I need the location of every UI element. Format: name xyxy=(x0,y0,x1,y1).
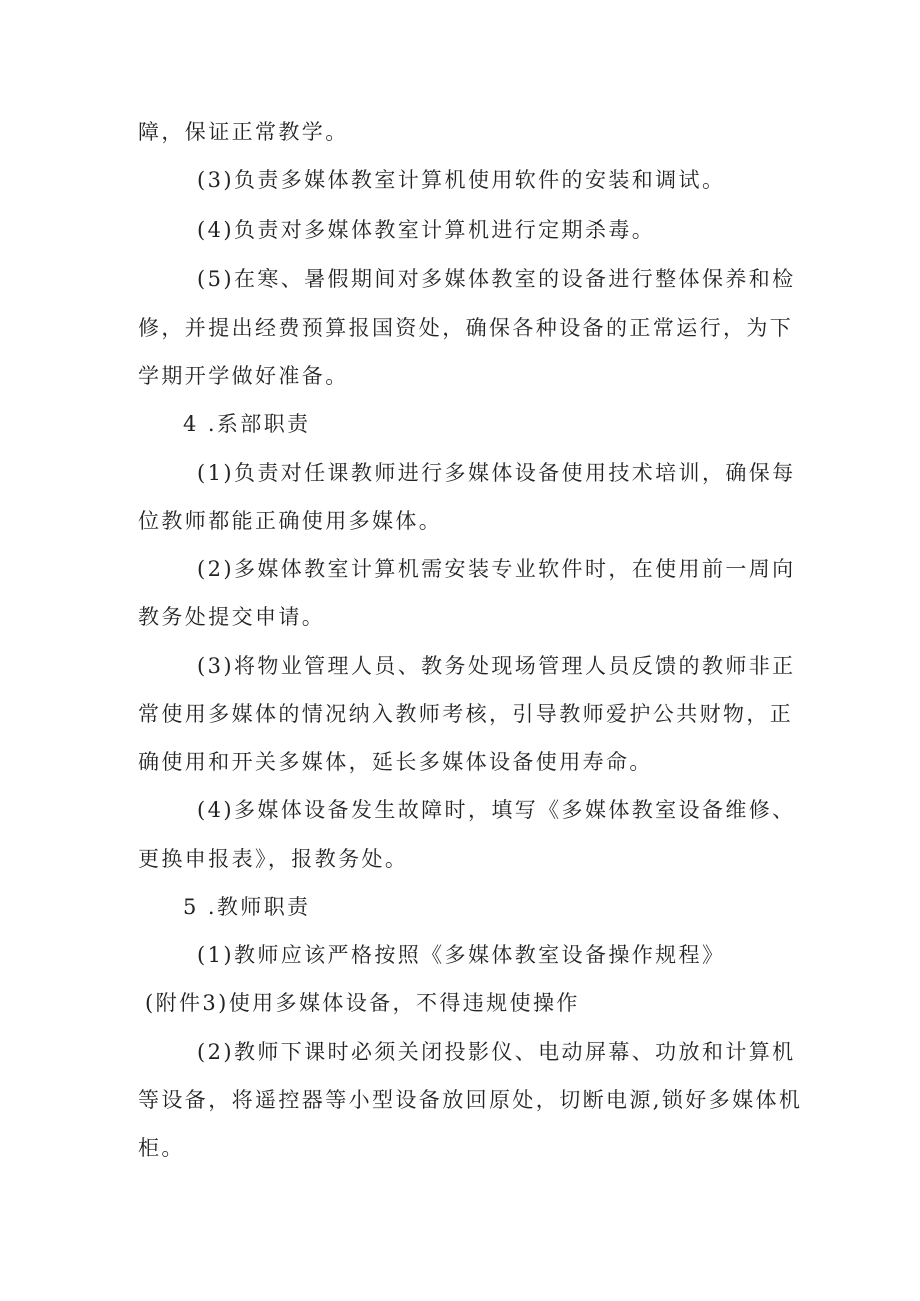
text-line: 更换申报表》，报教务处。 xyxy=(138,847,409,871)
text-line: 学期开学做好准备。 xyxy=(138,364,349,388)
text-line-item-4: (4)负责对多媒体教室计算机进行定期杀毒。 xyxy=(197,218,656,242)
text-line-item-1: (1)教师应该严格按照《多媒体教室设备操作规程》 xyxy=(197,943,726,967)
text-line-item-3: (3)负责多媒体教室计算机使用软件的安装和调试。 xyxy=(197,168,726,192)
text-line: 位教师都能正确使用多媒体。 xyxy=(138,509,443,533)
text-line-continuation: 障，保证正常教学。 xyxy=(138,120,349,144)
text-line-item-5: (5)在寒、暑假期间对多媒体教室的设备进行整体保养和检 xyxy=(197,267,796,291)
text-line-item-1: (1)负责对任课教师进行多媒体设备使用技术培训，确保每 xyxy=(197,461,796,485)
text-line-item-3: (3)将物业管理人员、教务处现场管理人员反馈的教师非正 xyxy=(197,654,796,678)
text-line-item-2: (2)教师下课时必须关闭投影仪、电动屏幕、功放和计算机 xyxy=(197,1040,796,1064)
text-line: 确使用和开关多媒体，延长多媒体设备使用寿命。 xyxy=(138,750,653,774)
section-heading-4: 4 .系部职责 xyxy=(183,412,311,436)
section-heading-5: 5 .教师职责 xyxy=(183,895,311,919)
text-line: 修，并提出经费预算报国资处，确保各种设备的正常运行，为下 xyxy=(138,316,794,340)
text-line: 柜。 xyxy=(138,1136,185,1160)
text-line-item-2: (2)多媒体教室计算机需安装专业软件时，在使用前一周向 xyxy=(197,557,796,581)
text-line: 教务处提交申请。 xyxy=(138,605,326,629)
text-line: (附件3)使用多媒体设备，不得违规使操作 xyxy=(145,991,580,1015)
text-line-item-4: (4)多媒体设备发生故障时，填写《多媒体教室设备维修、 xyxy=(197,798,796,822)
text-line: 常使用多媒体的情况纳入教师考核，引导教师爱护公共财物，正 xyxy=(138,702,794,726)
text-line: 等设备，将遥控器等小型设备放回原处，切断电源,锁好多媒体机 xyxy=(138,1088,803,1112)
